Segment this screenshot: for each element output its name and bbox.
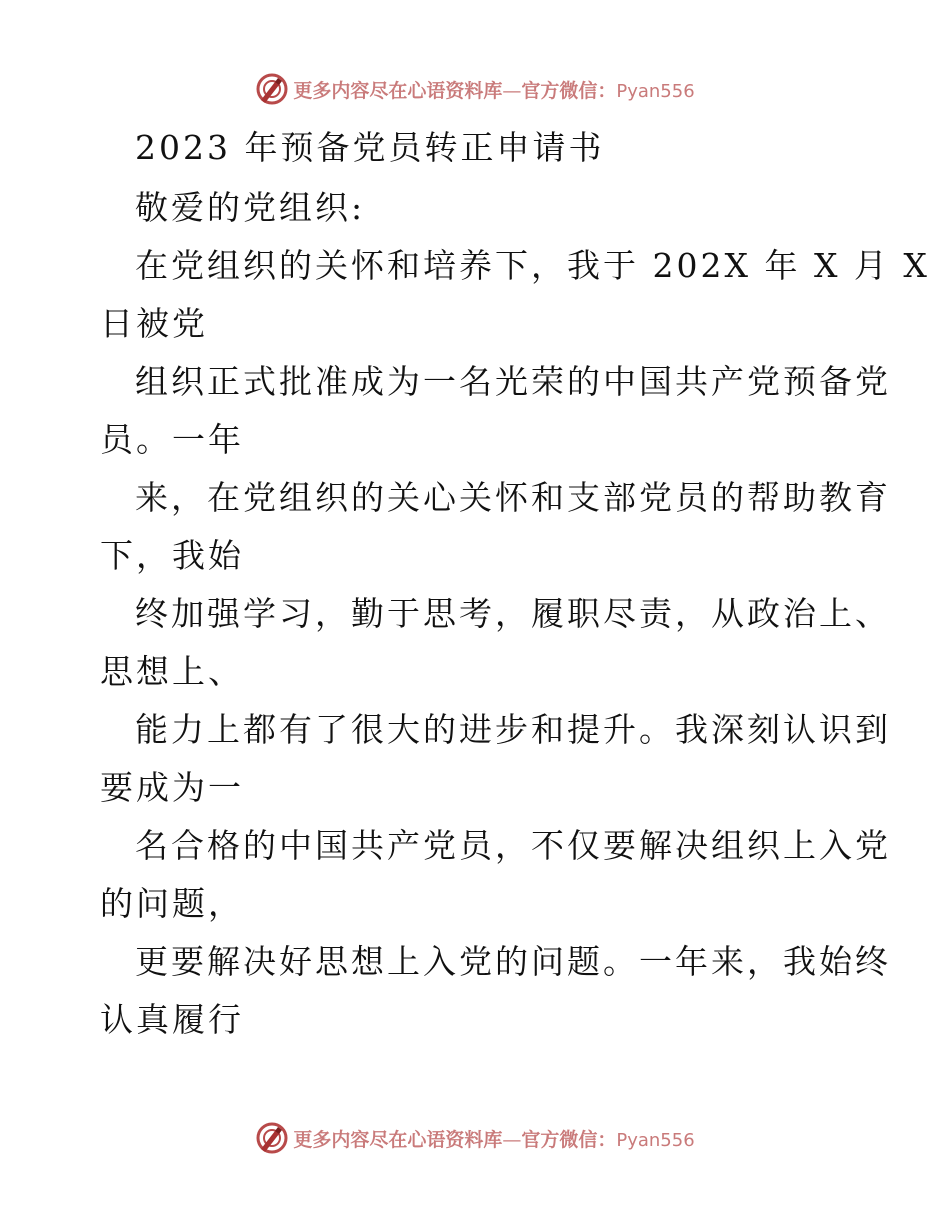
watermark-text: 更多内容尽在心语资料库—官方微信：Pyan556 bbox=[293, 79, 695, 102]
document-title: 2023 年预备党员转正申请书 bbox=[135, 128, 605, 167]
paragraph-line: 能力上都有了很大的进步和提升。我深刻认识到 bbox=[135, 710, 891, 749]
salutation: 敬爱的党组织: bbox=[135, 188, 366, 227]
paragraph-line: 下，我始 bbox=[100, 536, 244, 575]
paragraph-line: 来，在党组织的关心关怀和支部党员的帮助教育 bbox=[135, 478, 891, 517]
paragraph-line: 日被党 bbox=[100, 304, 208, 343]
pen-circle-logo-icon bbox=[255, 72, 289, 106]
header-watermark-banner bbox=[0, 71, 950, 107]
paragraph-line: 要成为一 bbox=[100, 768, 244, 807]
paragraph-line: 在党组织的关怀和培养下，我于 202X 年 X 月 X bbox=[135, 246, 930, 285]
pen-circle-logo-icon bbox=[255, 1121, 289, 1155]
footer-watermark-banner bbox=[0, 1120, 950, 1156]
paragraph-line: 组织正式批准成为一名光荣的中国共产党预备党 bbox=[135, 362, 891, 401]
paragraph-line: 的问题， bbox=[100, 884, 244, 923]
paragraph-line: 更要解决好思想上入党的问题。一年来，我始终 bbox=[135, 942, 891, 981]
paragraph-line: 员。一年 bbox=[100, 420, 244, 459]
paragraph-line: 思想上、 bbox=[100, 652, 244, 691]
paragraph-line: 名合格的中国共产党员，不仅要解决组织上入党 bbox=[135, 826, 891, 865]
paragraph-line: 认真履行 bbox=[100, 1000, 244, 1039]
watermark-text: 更多内容尽在心语资料库—官方微信：Pyan556 bbox=[293, 1128, 695, 1151]
paragraph-line: 终加强学习，勤于思考，履职尽责，从政治上、 bbox=[135, 594, 891, 633]
